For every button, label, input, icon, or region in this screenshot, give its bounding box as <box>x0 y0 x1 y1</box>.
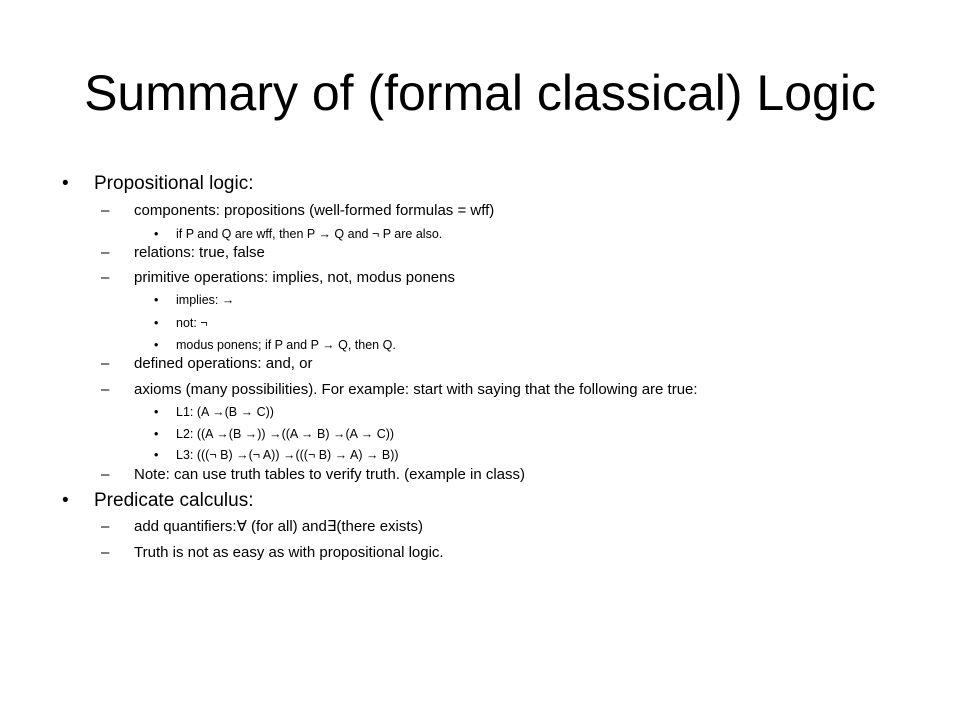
sub-item-text: Truth is not as easy as with propositional logic. <box>134 544 444 561</box>
bullet-marker: • <box>62 490 69 511</box>
bullet-marker: • <box>154 448 159 462</box>
sub-sub-item-text: L1: (A →(B → C)) <box>176 405 274 419</box>
sub-sub-item-text: L2: ((A →(B →)) →((A → B) →(A → C)) <box>176 427 395 441</box>
sub-item-text: Note: can use truth tables to verify truth. (example in class) <box>134 466 526 483</box>
sub-item-text: relations: true, false <box>134 244 265 261</box>
bullet-marker: • <box>154 293 159 307</box>
bullet-marker: • <box>154 316 159 330</box>
slide-title: Summary of (formal classical) Logic <box>84 65 876 121</box>
bullet-marker: • <box>154 338 159 352</box>
dash-marker: – <box>101 202 110 219</box>
sub-sub-item-text: modus ponens; if P and P → Q, then Q. <box>176 338 396 352</box>
sub-sub-item-text: implies: → <box>176 293 235 307</box>
bullet-text: Propositional logic: <box>94 173 254 194</box>
sub-sub-item-text: L3: (((¬ B) →(¬ A)) →(((¬ B) → A) → B)) <box>176 448 399 462</box>
dash-marker: – <box>101 355 110 372</box>
sub-item-text: primitive operations: implies, not, modus ponens <box>134 269 455 286</box>
sub-item-text: axioms (many possibilities). For example: start with saying that the following are true: <box>134 381 698 398</box>
bullet-text: Predicate calculus: <box>94 490 254 511</box>
sub-sub-item-text: if P and Q are wff, then P → Q and ¬ P are also. <box>176 227 443 241</box>
dash-marker: – <box>101 544 110 561</box>
dash-marker: – <box>101 518 110 535</box>
sub-item-text: defined operations: and, or <box>134 355 313 372</box>
sub-item-text: components: propositions (well-formed formulas = wff) <box>134 202 495 219</box>
dash-marker: – <box>101 466 110 483</box>
dash-marker: – <box>101 381 110 398</box>
sub-sub-item-text: not: ¬ <box>176 316 208 330</box>
bullet-marker: • <box>154 227 159 241</box>
bullet-marker: • <box>154 405 159 419</box>
dash-marker: – <box>101 244 110 261</box>
bullet-marker: • <box>62 173 69 194</box>
sub-item-text: add quantifiers:∀ (for all) and∃(there exists) <box>134 518 424 535</box>
dash-marker: – <box>101 269 110 286</box>
bullet-marker: • <box>154 427 159 441</box>
